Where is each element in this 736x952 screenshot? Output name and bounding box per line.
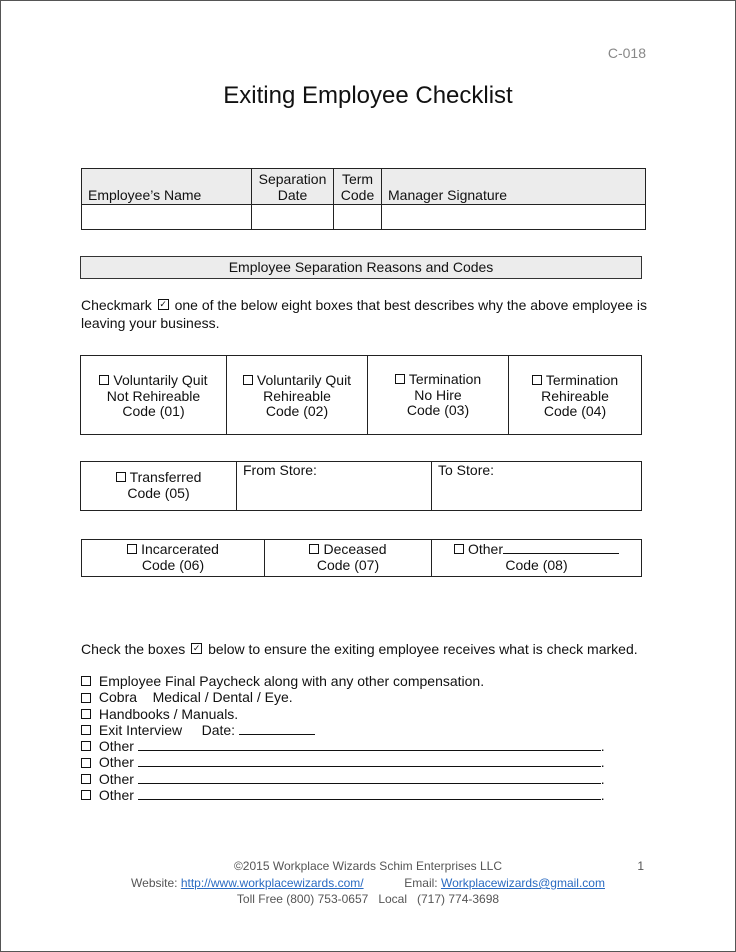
to-store-field[interactable]: To Store: <box>438 462 495 478</box>
checkbox-icon[interactable] <box>81 725 91 735</box>
checkbox-icon[interactable] <box>81 693 91 703</box>
footer-phone: Toll Free (800) 753-0657 Local (717) 774-3698 <box>236 892 500 906</box>
checklist-intro: Check the boxes ✓ below to ensure the exiting employee receives what is check marked. <box>81 641 638 657</box>
checklist-item-other[interactable]: Other . <box>81 771 661 787</box>
header-employee-name: Employee’s Name <box>82 169 252 205</box>
checklist-item-paycheck[interactable]: Employee Final Paycheck along with any other compensation. <box>81 673 661 689</box>
separation-reasons-row-1 <box>80 355 642 435</box>
checked-box-icon: ✓ <box>192 642 201 653</box>
checkbox-icon[interactable] <box>81 774 91 784</box>
manager-signature-field[interactable] <box>382 205 646 230</box>
email-link[interactable]: Workplacewizards@gmail.com <box>440 876 605 890</box>
exit-interview-date-line[interactable] <box>239 723 315 735</box>
checkbox-icon[interactable] <box>309 544 319 554</box>
other-line[interactable] <box>138 788 601 800</box>
reason-option-06[interactable]: Incarcerated Code (06) <box>82 540 265 576</box>
page-title: Exiting Employee Checklist <box>223 82 513 109</box>
from-store-field[interactable]: From Store: <box>237 462 432 510</box>
other-line[interactable] <box>138 755 601 767</box>
reason-option-03[interactable]: Termination No Hire Code (03) <box>368 356 509 434</box>
checkbox-icon[interactable] <box>395 374 405 384</box>
reason-option-05[interactable]: Transferred Code (05) <box>81 462 237 510</box>
checkbox-icon[interactable] <box>454 544 464 554</box>
form-code: C-018 <box>607 45 646 61</box>
checklist-item-other[interactable]: Other . <box>81 754 661 770</box>
checkbox-icon[interactable] <box>116 472 126 482</box>
checkbox-icon[interactable] <box>532 375 542 385</box>
term-code-field[interactable] <box>334 205 382 230</box>
reason-option-04[interactable]: Termination Rehireable Code (04) <box>509 356 641 434</box>
checked-box-icon: ✓ <box>159 298 167 309</box>
checkbox-icon[interactable] <box>81 758 91 768</box>
section-banner: Employee Separation Reasons and Codes <box>80 256 642 279</box>
footer-contact: Website: http://www.workplacewizards.com/ Email: Workplacewizards@gmail.com <box>131 876 605 890</box>
reason-option-01[interactable]: Voluntarily Quit Not Rehireable Code (01) <box>81 356 227 434</box>
other-line[interactable] <box>138 772 601 784</box>
exit-checklist <box>81 641 661 803</box>
separation-date-field[interactable] <box>252 205 334 230</box>
checkbox-icon[interactable] <box>81 676 91 686</box>
checklist-item-cobra[interactable]: Cobra Medical / Dental / Eye. <box>81 689 661 705</box>
checkbox-icon[interactable] <box>81 709 91 719</box>
reason-option-08[interactable]: Other Code (08) <box>432 540 641 576</box>
header-term-code: Term Code <box>334 169 382 205</box>
checkbox-icon[interactable] <box>99 375 109 385</box>
separation-reasons-row-2 <box>80 461 642 511</box>
checklist-item-other[interactable]: Other . <box>81 738 661 754</box>
reason-option-07[interactable]: Deceased Code (07) <box>265 540 432 576</box>
header-manager-signature: Manager Signature <box>382 169 646 205</box>
page-number: 1 <box>637 859 644 873</box>
checklist-item-other[interactable]: Other . <box>81 787 661 803</box>
website-link[interactable]: http://www.workplacewizards.com/ <box>180 876 364 890</box>
checkbox-icon[interactable] <box>81 741 91 751</box>
instruction-text: Checkmark ✓ one of the below eight boxes that best describes why the above employee is leaving your business. <box>81 297 647 331</box>
other-reason-line[interactable] <box>503 542 619 554</box>
checkbox-icon[interactable] <box>81 790 91 800</box>
checkbox-icon[interactable] <box>243 375 253 385</box>
checkbox-icon[interactable] <box>127 544 137 554</box>
footer-copyright: ©2015 Workplace Wizards Schim Enterprises LLC <box>233 859 503 873</box>
other-line[interactable] <box>138 739 601 751</box>
separation-reasons-row-3 <box>81 539 642 577</box>
employee-name-field[interactable] <box>82 205 252 230</box>
checklist-item-handbooks[interactable]: Handbooks / Manuals. <box>81 706 661 722</box>
employee-info-table <box>81 168 646 230</box>
checklist-item-exit-interview[interactable]: Exit Interview Date: <box>81 722 661 738</box>
reason-option-02[interactable]: Voluntarily Quit Rehireable Code (02) <box>227 356 368 434</box>
header-separation-date: Separation Date <box>252 169 334 205</box>
